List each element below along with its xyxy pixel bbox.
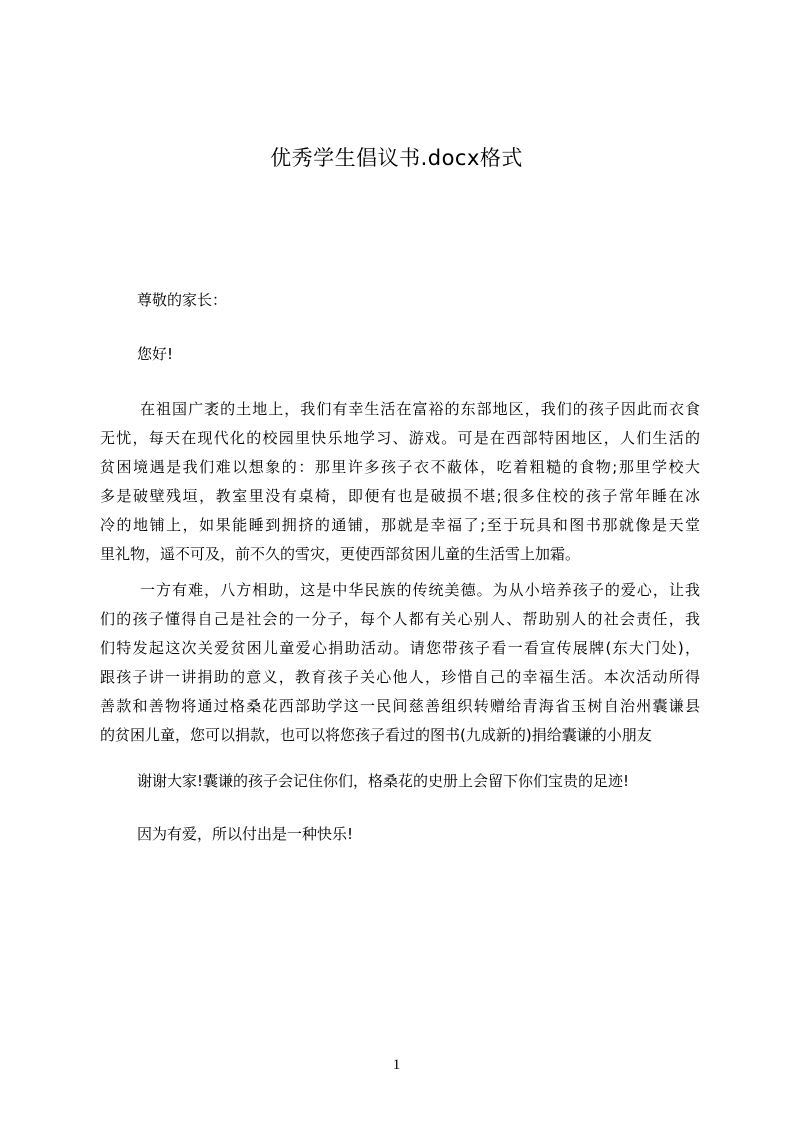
paragraph-2-line: 们的孩子懂得自己是社会的一分子，每个人都有关心别人、帮助别人的社会责任，我 (100, 610, 700, 628)
paragraph-2-line: 们特发起这次关爱贫困儿童爱心捐助活动。请您带孩子看一看宣传展牌(东大门处)， (100, 639, 700, 657)
paragraph-2 (100, 576, 700, 750)
greeting-line: 尊敬的家长： (137, 291, 228, 309)
paragraph-1-line: 冷的地铺上，如果能睡到拥挤的通铺，那就是幸福了;至于玩具和图书那就像是天堂 (100, 516, 700, 534)
closing-line: 因为有爱，所以付出是一种快乐! (137, 825, 354, 843)
paragraph-2-line: 的贫困儿童，您可以捐款，也可以将您孩子看过的图书(九成新的)捐给囊谦的小朋友 (100, 726, 652, 744)
salutation-line: 您好! (137, 345, 174, 363)
thanks-line: 谢谢大家!囊谦的孩子会记住你们，格桑花的史册上会留下你们宝贵的足迹! (137, 772, 630, 790)
paragraph-1 (100, 395, 700, 569)
paragraph-1-line: 里礼物，遥不可及，前不久的雪灾，更使西部贫困儿童的生活雪上加霜。 (100, 545, 581, 563)
paragraph-2-line: 跟孩子讲一讲捐助的意义，教育孩子关心他人，珍惜自己的幸福生活。本次活动所得 (100, 668, 700, 686)
document-title: 优秀学生倡议书.docx格式 (270, 146, 523, 170)
paragraph-1-line: 无忧，每天在现代化的校园里快乐地学习、游戏。可是在西部特困地区，人们生活的 (100, 429, 700, 447)
paragraph-2-line: 善款和善物将通过格桑花西部助学这一民间慈善组织转赠给青海省玉树自治州囊谦县 (100, 697, 700, 715)
paragraph-1-line: 贫困境遇是我们难以想象的：那里许多孩子衣不蔽体，吃着粗糙的食物;那里学校大 (100, 458, 700, 476)
page-number: 1 (392, 1057, 401, 1073)
paragraph-1-line: 在祖国广袤的土地上，我们有幸生活在富裕的东部地区，我们的孩子因此而衣食 (140, 400, 700, 418)
paragraph-1-line: 多是破壁残垣，教室里没有桌椅，即便有也是破损不堪;很多住校的孩子常年睡在冰 (100, 487, 700, 505)
paragraph-2-line: 一方有难，八方相助，这是中华民族的传统美德。为从小培养孩子的爱心，让我 (140, 581, 700, 599)
